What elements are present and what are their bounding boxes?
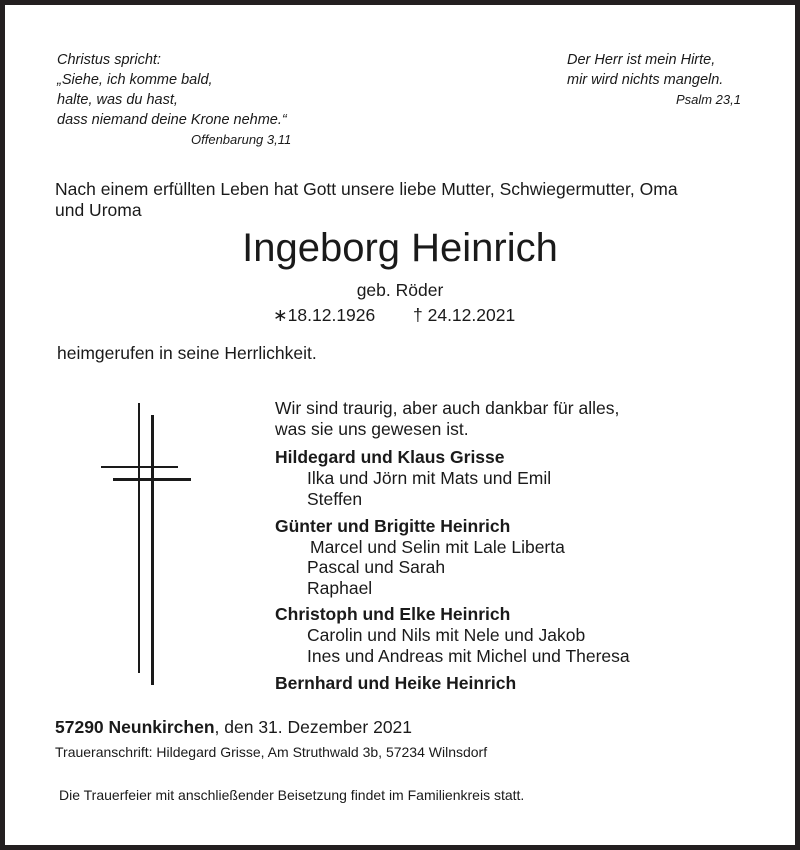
family-member: Pascal und Sarah [307, 557, 446, 577]
verse-source: Psalm 23,1 [675, 92, 741, 107]
verse-source: Offenbarung 3,11 [191, 132, 292, 147]
cross-symbol-icon: † [413, 305, 423, 325]
verse-line: halte, was du hast, [57, 92, 178, 108]
family-head: Bernhard und Heike Heinrich [275, 673, 517, 693]
verse-line: Christus spricht: [57, 52, 161, 68]
obituary-page [5, 5, 795, 845]
date: , den 31. Dezember 2021 [214, 717, 413, 737]
verse-line: Der Herr ist mein Hirte, [567, 52, 716, 68]
death-date [413, 305, 515, 326]
deceased-name: Ingeborg Heinrich [242, 226, 558, 270]
family-member: Carolin und Nils mit Nele und Jakob [307, 625, 586, 645]
family-member: Ilka und Jörn mit Mats und Emil [307, 468, 552, 488]
verse-line: dass niemand deine Krone nehme.“ [57, 112, 287, 128]
birth-date [273, 305, 375, 326]
family-member: Steffen [307, 489, 363, 509]
ceremony-note: Die Trauerfeier mit anschließender Beisetzung findet im Familienkreis statt. [59, 787, 525, 803]
place: 57290 Neunkirchen [55, 717, 215, 737]
family-head: Günter und Brigitte Heinrich [275, 516, 511, 536]
mourning-address: Traueranschrift: Hildegard Grisse, Am Struthwald 3b, 57234 Wilnsdorf [55, 744, 488, 760]
birth-name: geb. Röder [356, 280, 444, 300]
family-member: Ines und Andreas mit Michel und Theresa [307, 646, 630, 666]
place-date [55, 717, 412, 738]
birth-date-value: 18.12.1926 [287, 305, 376, 325]
family-head: Hildegard und Klaus Grisse [275, 447, 505, 467]
intro-text: Nach einem erfüllten Leben hat Gott unsere liebe Mutter, Schwiegermutter, Oma [55, 179, 678, 199]
outro-text: heimgerufen in seine Herrlichkeit. [57, 343, 317, 363]
mourning-text: Wir sind traurig, aber auch dankbar für alles, [275, 398, 620, 418]
family-member: Raphael [307, 578, 373, 598]
verse-line: „Siehe, ich komme bald, [57, 72, 213, 88]
intro-text: und Uroma [55, 200, 142, 220]
death-date-value: 24.12.2021 [427, 305, 516, 325]
mourning-text: was sie uns gewesen ist. [275, 419, 469, 439]
family-member: Marcel und Selin mit Lale Liberta [310, 537, 565, 557]
birth-star-icon: ∗ [273, 305, 288, 325]
verse-line: mir wird nichts mangeln. [567, 72, 724, 88]
family-head: Christoph und Elke Heinrich [275, 604, 511, 624]
